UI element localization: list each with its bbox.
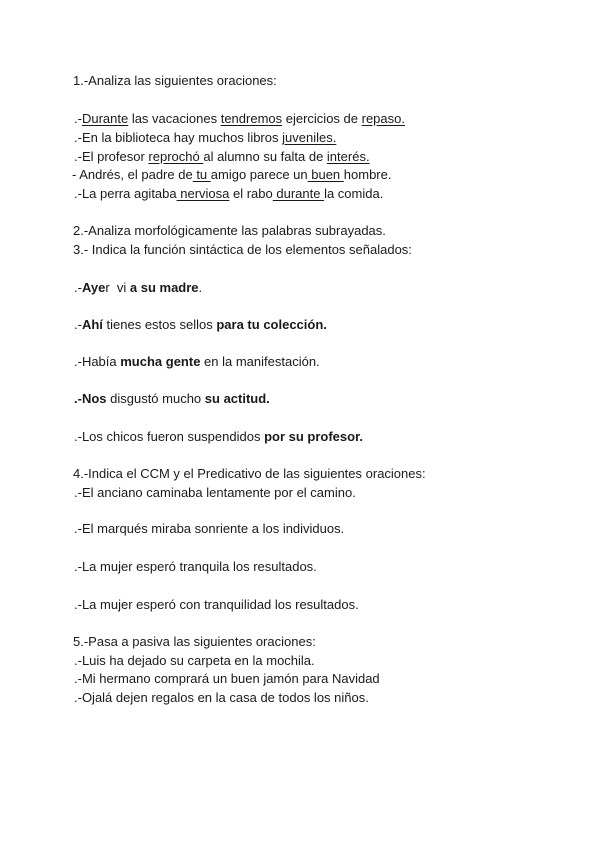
- sentence-3-4: .-Nos disgustó mucho su actitud.: [74, 391, 270, 406]
- sentence-4-1: .-El anciano caminaba lentamente por el camino.: [74, 485, 356, 500]
- sentence-1-1: .-Durante las vacaciones tendremos ejercicios de repaso.: [74, 111, 405, 126]
- section-2-heading: 2.-Analiza morfológicamente las palabras subrayadas.: [73, 223, 386, 238]
- sentence-1-4: - Andrés, el padre de tu amigo parece un buen hombre.: [72, 167, 392, 182]
- sentence-5-1: .-Luis ha dejado su carpeta en la mochila.: [74, 653, 315, 668]
- sentence-3-3: .-Había mucha gente en la manifestación.: [74, 354, 320, 369]
- section-3-heading: 3.- Indica la función sintáctica de los elementos señalados:: [73, 242, 412, 257]
- sentence-1-2: .-En la biblioteca hay muchos libros juveniles.: [74, 130, 337, 145]
- sentence-4-3: .-La mujer esperó tranquila los resultados.: [74, 559, 317, 574]
- section-4-heading: 4.-Indica el CCM y el Predicativo de las siguientes oraciones:: [73, 466, 426, 481]
- sentence-3-1: .-Ayer vi a su madre.: [74, 280, 203, 295]
- sentence-3-2: .-Ahí tienes estos sellos para tu colección.: [74, 317, 327, 332]
- sentence-4-2: .-El marqués miraba sonriente a los individuos.: [74, 521, 345, 536]
- sentence-5-3: .-Ojalá dejen regalos en la casa de todos los niños.: [74, 690, 369, 705]
- sentence-3-5: .-Los chicos fueron suspendidos por su profesor.: [74, 429, 364, 444]
- sentence-4-4: .-La mujer esperó con tranquilidad los resultados.: [74, 597, 359, 612]
- sentence-1-5: .-La perra agitaba nerviosa el rabo durante la comida.: [74, 186, 384, 201]
- section-5-heading: 5.-Pasa a pasiva las siguientes oraciones:: [73, 634, 316, 649]
- sentence-5-2: .-Mi hermano comprará un buen jamón para Navidad: [74, 671, 380, 686]
- sentence-1-3: .-El profesor reprochó al alumno su falta de interés.: [74, 149, 370, 164]
- section-1-heading: 1.-Analiza las siguientes oraciones:: [73, 73, 277, 88]
